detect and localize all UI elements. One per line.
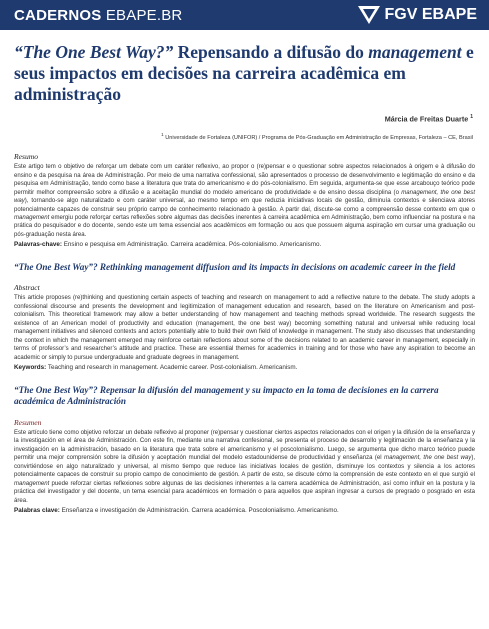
palavras-chave-label: Palavras-chave: (14, 241, 62, 249)
journal-header-bar (0, 0, 489, 30)
resumo-seg-3: emergiu pode reforçar certas reflexões sobre algumas das decisões inerentes à carreira acadêmica em Administração, bem como influenciar na postura e na prática do pesquisador e do docente, sendo este um tema essencial aos acadêmicos em formação ou aos que possuem alguma aspiração em cursar uma graduação ou pós-graduação nesta área. (14, 214, 475, 238)
resumo-seg-2: ), tornando-se algo naturalizado e com caráter universal, ao mesmo tempo em que reduzia iniciativas locais de gestão, diminuía contextos e silenciava atores potencialmente capazes de construir seu próprio campo de conhecimento relacionado à gestão. A partir daí, discute-se como a compreensão desse contexto em que o (14, 198, 475, 213)
resumen-text (14, 429, 475, 505)
title-segment-end: e seus impactos em decisões na carreira acadêmica em administração (14, 42, 474, 104)
resumo-emphasis-2: management (14, 214, 50, 221)
palabras-clave-text: Enseñanza e investigación de Administración. Carrera académica. Poscolonialismo. Americanismo. (59, 507, 339, 515)
author-affiliation-mark: 1 (470, 114, 473, 120)
resumen-seg-2: ), convirtiéndose en algo naturalizado y universal, al mismo tiempo que reduce las iniciativas locales de gestión, disminuye los contextos y silencia a los actores potencialmente capaces de construir su propio campo de conocimiento de gestión. A partir de esto, se discute cómo la comprensión de este contexto en el que surgió el (14, 455, 476, 479)
palabras-clave (14, 507, 475, 514)
affiliation-line (0, 132, 473, 141)
affiliation-mark: 1 (161, 132, 164, 138)
publisher-name: FGV EBAPE (384, 6, 477, 23)
title-segment: Repensando a difusão do (173, 42, 369, 62)
resumen-emphasis-1: management, the one best way (384, 455, 472, 462)
palavras-chave (14, 241, 475, 248)
resumen-emphasis-2: management (14, 480, 50, 487)
keywords-text: Teaching and research in management. Academic career. Post-colonialism. Americanism. (46, 363, 298, 371)
palavras-chave-text: Ensino e pesquisa em Administração. Carreira acadêmica. Pós-colonialismo. Americanismo. (61, 241, 322, 249)
abstract-text: This article proposes (re)thinking and questioning certain aspects of teaching and research on management to add a reflective nature to the debate. The study adopts a confessional discourse and presents the development and legitimization of management education and research, based on the literature on Americanism and post-colonialism. This theoretical framework may allow a better understanding of how management and teaching methods spread worldwide. The research suggests the existence of an American model of productivity and education (management, the one best way) becoming something natural and universal while reducing local management initiatives and silenced contexts and actors potentially able to build their own field of knowledge in management. The study also discusses that understanding the context in which the management emerged may reinforce certain reflections about some of the decisions related to an academic career in management, especially in terms of professor’s and researcher’s attitude and practice. These are essential themes for academics in training and for those who have any aspiration to become an academic or simply to pursue undergraduate and graduate degrees in management. (14, 295, 475, 361)
journal-name-light: EBAPE.BR (105, 7, 183, 24)
resumo-heading: Resumo (14, 152, 39, 162)
english-title: “The One Best Way”? Rethinking management diffusion and its impacts in decisions on academic career in the field (14, 262, 456, 273)
publisher-logo (358, 6, 477, 24)
resumen-heading: Resumen (14, 417, 42, 427)
keywords (14, 364, 475, 371)
journal-logo (14, 7, 182, 24)
keywords-label: Keywords: (14, 363, 47, 371)
abstract-heading: Abstract (14, 283, 40, 293)
spanish-title: “The One Best Way”? Repensar la difusión del management y su impacto en la toma de decisiones en la carrera académica de Administración (14, 384, 439, 406)
resumo-emphasis-1: management, the one best way (14, 189, 475, 205)
resumen-seg-3: puede reforzar ciertas reflexiones sobre algunas de las decisiones inherentes a la carrera académica de Administración, así como influir en la postura y la práctica del investigador y del docente, un tema esencial para académicos en formación o para aquellos que aspiran ingresar a cursos de pregrado o posgrado en esta área. (14, 480, 475, 504)
journal-name-bold: CADERNOS (14, 7, 102, 24)
title-emphasis: management (368, 42, 462, 62)
palabras-clave-label: Palabras clave: (14, 507, 60, 515)
title-quote: “The One Best Way?” (14, 42, 174, 62)
author-name: Márcia de Freitas Duarte (384, 114, 469, 124)
affiliation-text: Universidade de Fortaleza (UNIFOR) / Programa de Pós-Graduação em Administração de Empresas, Fortaleza – CE, Brasil (165, 135, 473, 142)
resumo-text (14, 163, 475, 239)
fgv-triangle-icon (358, 6, 380, 24)
article-title (14, 42, 475, 105)
author-line (0, 114, 473, 123)
resumo-seg-1: Este artigo tem o objetivo de reforçar um debate com um caráter reflexivo, ao propor o (re)pensar e o questionar sobre aspectos relacionados à origem e à difusão do ensino e da pesquisa na área de Administração. Por meio de uma narrativa confessional, são apresentados o processo de desenvolvimento e legitimação do ensino e da pesquisa em Administração, tendo como base a literatura que trata do americanismo e do pós-colonialismo. Em seguida, argumenta-se que esse arcabouço teórico pode permitir melhor compreensão sobre a difusão e a aceitação mundial do modelo americano de produtividade e de ensino dessa disciplina (o (14, 164, 475, 196)
resumen-seg-1: Este artículo tiene como objetivo reforzar un debate reflexivo al proponer (re)pensar y cuestionar ciertos aspectos relacionados con el origen y la difusión de la enseñanza y la investigación en el área de Administración. Con este fin, mediante una narrativa confesional, se presenta el proceso de desarrollo y legitimación de la enseñanza y la investigación en la administración, basado en la literatura que trata sobre el americanismo y el poscolonialismo. Luego, se argumenta que dicho marco teórico puede permitir una mejor comprensión sobre la difusión y aceptación mundial del modelo estadounidense de productividad y enseñanza (el (14, 429, 475, 462)
